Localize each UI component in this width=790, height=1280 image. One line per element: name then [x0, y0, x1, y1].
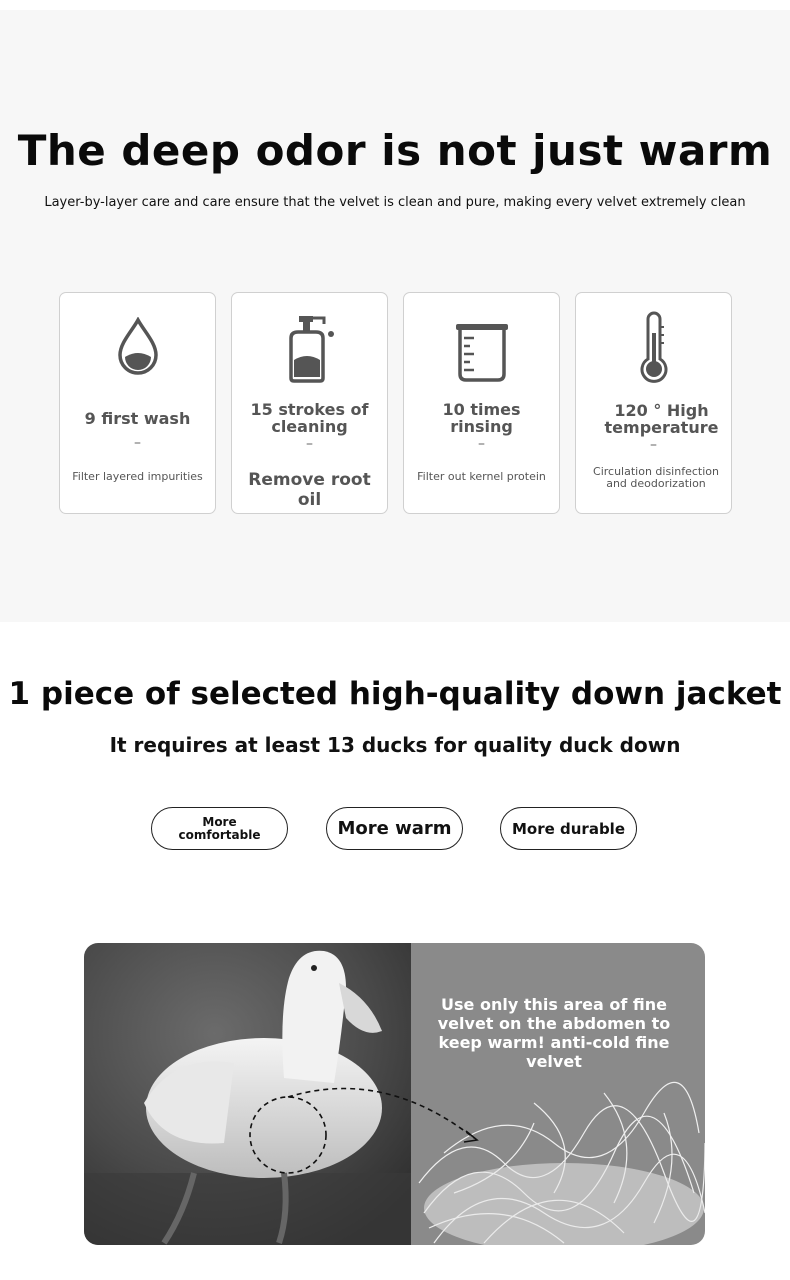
measuring-beaker-icon: [404, 313, 559, 385]
process-section-title: The deep odor is not just warm: [17, 126, 773, 175]
pill-more-durable: More durable: [500, 807, 637, 850]
duck-down-photo: [84, 943, 705, 1245]
water-drop-icon: [60, 311, 215, 383]
soap-bottle-icon: [232, 313, 387, 385]
photo-caption: Use only this area of fine velvet on the abdomen to keep warm! anti-cold fine velvet: [437, 995, 671, 1071]
thermometer-icon: [576, 311, 731, 383]
process-card-cleaning: 15 strokes of cleaning – Remove root oil: [231, 292, 388, 514]
down-section-subtitle: It requires at least 13 ducks for quality duck down: [109, 733, 681, 757]
process-card-high-temperature: 120 ° High temperature – Circulation disinfection and deodorization: [575, 292, 732, 514]
process-section-subtitle: Layer-by-layer care and care ensure that the velvet is clean and pure, making every velvet extremely clean: [44, 195, 746, 210]
process-card-first-wash: 9 first wash – Filter layered impurities: [59, 292, 216, 514]
pill-more-comfortable: More comfortable: [151, 807, 288, 850]
down-section-title: 1 piece of selected high-quality down jacket: [8, 676, 782, 712]
pill-more-warm: More warm: [326, 807, 463, 850]
process-card-rinsing: 10 times rinsing – Filter out kernel protein: [403, 292, 560, 514]
